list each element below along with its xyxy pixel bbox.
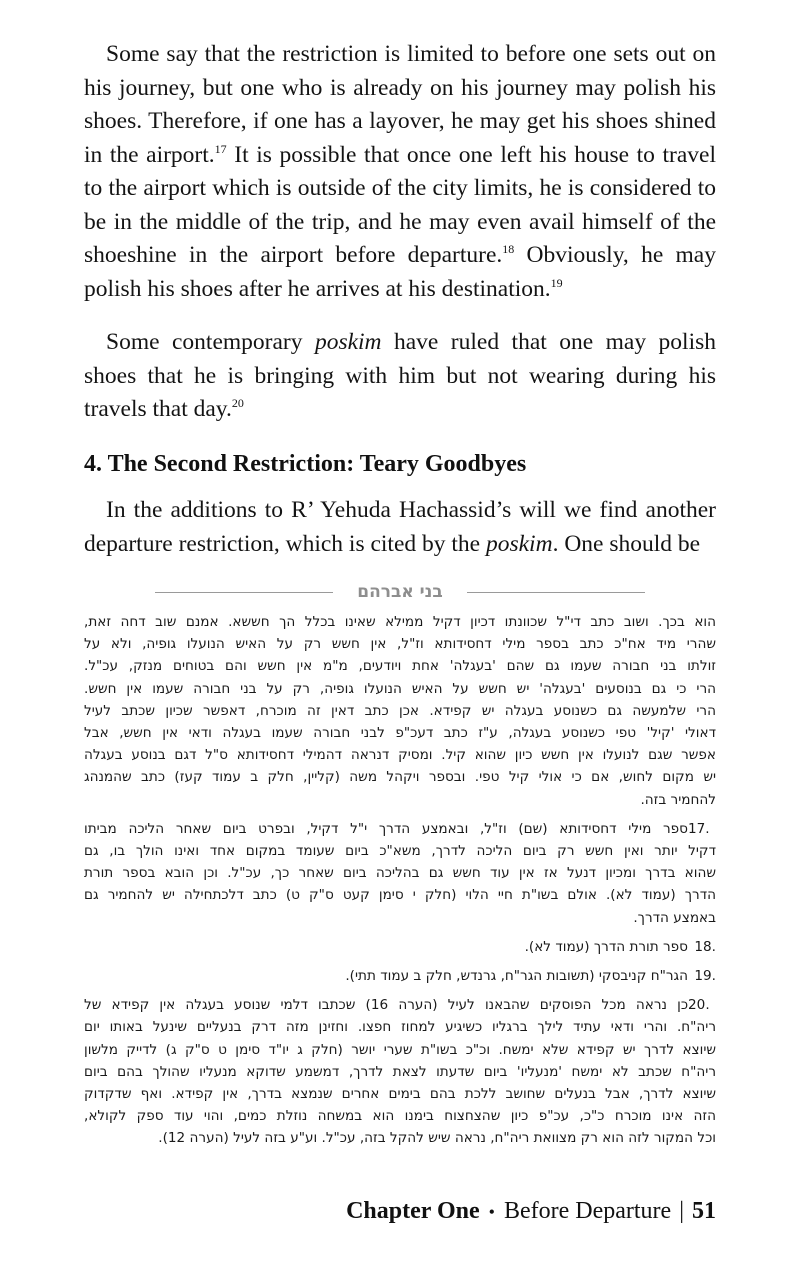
footnote-text: ספר מילי דחסידותא (שם) וז"ל, ובאמצע הדרך י"ל דקיל, ובפרט ביום שאחר הליכה מביתו	[84, 820, 688, 837]
paragraph-text: Some contemporary	[106, 329, 315, 355]
footnote-line: שיוצא לדרך, אבל בנעלים שחושב ללכת בהם בימים אחרים שנמצא בדרך, אין קפידא. ואף שדקדוק	[84, 1086, 716, 1103]
footnote-line: הזה אינו מוכרח כ"כ, עכ"פ כיון שהצחצוח בימנו הוא במשחה נוזלת כמים, והוי עוד ספק לקולא,	[84, 1108, 716, 1125]
footnote-line: באמצע הדרך.	[633, 909, 716, 926]
footnote-line: הדרך (עמוד לא). אולם בשו"ת חיי הלוי (חלק י סימן קעט ס"ק ט) כתב דלכתחילה יש להחמיר גם	[84, 887, 716, 904]
footnote-line: שיוצא לדרך יש קפידא שלא ימשח. וכ"כ בשו"ת שערי יושר (חלק ג יו"ד סימן ט ס"ק ג) לדייק מלשון	[84, 1041, 716, 1058]
footnote-line: הרי שלמעשה גם כשנוסע בעגלה יש קפידא. אכן כתב דאין זה מוכרח, דאפשר שכיון שכתב לעיל	[84, 702, 716, 719]
footnote-line: שהוא בדרך ומכיון דנעל אז אין עוד חשש גם בהליכה ביום שאחר כך, עכ"ל. וכן הובא בספר תורת	[84, 865, 716, 882]
footnote-number: 17.	[688, 820, 710, 837]
footnote-number: 19.	[694, 968, 716, 985]
divider-bar: |	[679, 1198, 684, 1224]
footnote-number: 20.	[688, 997, 710, 1014]
chapter-label: Chapter One	[346, 1198, 480, 1224]
footnote-ref-18[interactable]: 18	[502, 242, 515, 256]
footnote-ref-17[interactable]: 17	[214, 141, 227, 156]
footnote-ref-19[interactable]: 19	[550, 275, 563, 290]
italic-term: poskim	[314, 329, 382, 355]
footnote-line: דקיל יותר ואין חשש רק ביום הליכה לדרך, משא"כ ביום שעומד במקום אחד ואינו הולך בו, גם	[84, 843, 716, 860]
footnote-text: כן נראה מכל הפוסקים שהבאנו לעיל (הערה 16) שכתבו דלמי שנוסע בעגלה אין קפידא של	[84, 997, 689, 1014]
paragraph-text: . One should be	[552, 530, 701, 557]
section-heading: 4. The Second Restriction: Teary Goodbyes	[84, 451, 527, 477]
paragraph-second-restriction	[84, 494, 716, 561]
footnote-text: ספר תורת הדרך (עמוד לא).	[524, 938, 688, 955]
footnote-line: וכל המקור לזה הוא רק מצוואת ריה"ח, נראה שיש להקל בזה, עכ"ל. וע"ע בזה לעיל (הערה 12).	[158, 1130, 716, 1147]
bullet-separator: •	[488, 1202, 495, 1222]
footnote-text: הגר"ח קניבסקי (תשובות הגר"ח, גרנדש, חלק ב עמוד תתי).	[345, 968, 688, 985]
footnote-18	[84, 936, 716, 958]
footnote-line: הוא בכך. ושוב כתב די"ל שכוונתו דכיון דקיל ממילא שאינו בכלל הך חששא. אמנם שוב דחה זאת,	[84, 614, 716, 630]
footnote-line: ריה"ח שכתב לא ימשח 'מנעליו' ביום שדעתו לצאת לדרך, דמשמע שדוקא מנעליו שהולך בהם ביום	[84, 1063, 716, 1080]
footnote-line: דאולי 'קיל' טפי כשנוסע בעגלה, ע"ז כתב דעכ"פ לבני חבורה שעמו בעגלה ודאי אין חשש, אבל	[84, 725, 716, 742]
footnote-17	[84, 818, 716, 929]
footnote-line	[84, 965, 716, 987]
footnote-section-title: בני אברהם	[357, 582, 443, 602]
footnote-line	[84, 936, 716, 958]
running-footer	[346, 1198, 716, 1225]
section-label: Before Departure	[503, 1198, 672, 1224]
footnote-line: ריה"ח. והרי ודאי עתיד לילך ברגליו כשיגיע למחוז חפצו. וחזינן מזה דרק בנעליים שינעל באותו יום	[84, 1019, 716, 1036]
paragraph-contemporary-poskim	[84, 326, 716, 427]
italic-term: poskim	[485, 530, 553, 557]
footnote-line: זולתו בני חבורה שעמו גם שהם 'בעגלה' אחת ויודעים, מ"מ אין חשש והם בטוחים מנזק, עכ"ל.	[84, 658, 716, 675]
footnote-line: להחמיר בזה.	[640, 791, 716, 808]
footnote-line: יש מקום לחוש, אם כי אולי קיל טפי. ובספר ויקהל משה (קליין, חלק ב עמוד קעז) כתב שהמנהג	[84, 769, 716, 786]
separator-line-right	[467, 592, 645, 593]
footnote-line	[84, 818, 716, 840]
footnote-separator	[155, 580, 645, 604]
footnote-continuation	[84, 611, 716, 811]
footnote-ref-20[interactable]: 20	[231, 396, 244, 410]
paragraph-text: It is possible that once one left his house to travel to the airport which is outside of the city limits, he is considered to be in the middle of the trip, and he may even avail himself of the shoeshine in the airport before departure.	[84, 141, 716, 268]
paragraph-text: Some say that the restriction is limited to before one sets out on his journey, but one who is already on his journey may polish his shoes. Therefore, if one has a layover, he may get his shoes shined in the airport.	[84, 41, 716, 168]
footnote-line: אפשר שגם לנועלו אין חשש כיון שהוא קיל. ומסיק דנראה דהמילי דחסידותא ס"ל דגם בנוסע בעגלה	[84, 747, 716, 764]
paragraph-text: In the additions to R’ Yehuda Hachassid’s will we find another departure restriction, which is cited by the	[84, 497, 716, 557]
paragraph-text: Obviously, he may polish his shoes after he arrives at his destination.	[84, 242, 716, 302]
page-number: 51	[692, 1198, 716, 1224]
footnote-number: 18.	[694, 938, 716, 955]
paragraph-text: have ruled that one may polish shoes that he is bringing with him but not wearing during his travels that day.	[84, 329, 717, 422]
footnote-19	[84, 965, 716, 987]
footnote-line: הרי כי גם בנוסעים 'בעגלה' יש חשש על האיש הנועלו גופיה, רק על בני חבורה שעמו אין חשש.	[84, 680, 716, 697]
paragraph-shoe-polishing-journey	[84, 38, 716, 306]
footnote-20	[84, 994, 716, 1149]
footnote-line	[84, 994, 716, 1016]
footnotes-block	[84, 611, 716, 1157]
footnote-line: שהרי מיד אח"כ כתב בספר מילי דחסידותא וז"ל, אין חשש רק על האיש הנועלו גופיה, ולא על	[84, 636, 716, 653]
